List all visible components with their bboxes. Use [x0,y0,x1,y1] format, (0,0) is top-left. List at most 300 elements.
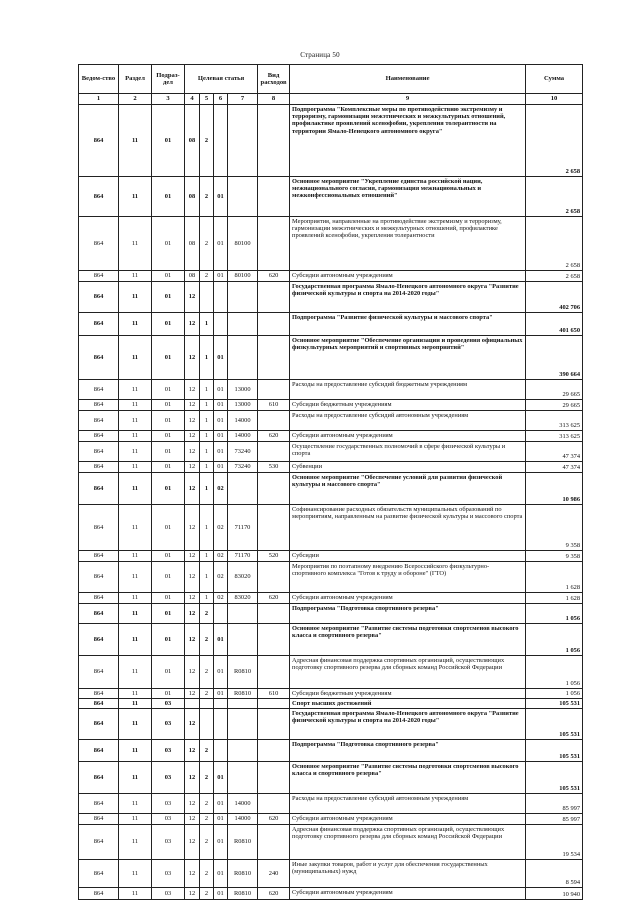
cell-vedomstvo: 864 [79,400,119,411]
cell-razdel: 11 [119,105,152,177]
cell-summa: 402 706 [526,282,583,313]
cell-razdel: 11 [119,624,152,656]
cell-celevaya-2: 2 [200,860,214,888]
cell-summa: 401 650 [526,313,583,336]
cell-celevaya-3: 01 [214,271,228,282]
cell-vid-rashodov [258,411,290,431]
cell-summa: 1 628 [526,562,583,593]
cell-podrazdel: 01 [152,551,185,562]
cell-podrazdel: 03 [152,814,185,825]
cell-summa: 2 658 [526,177,583,217]
table-row [79,604,583,624]
cell-celevaya-1: 12 [185,282,200,313]
cell-celevaya-4 [228,336,258,380]
cell-vid-rashodov: 620 [258,814,290,825]
table-row [79,442,583,462]
cell-celevaya-4: 83020 [228,562,258,593]
table-row [79,473,583,505]
cell-celevaya-4: 73240 [228,442,258,462]
cell-razdel: 11 [119,740,152,762]
cell-naimenovanie: Основное мероприятие "Развитие системы подготовки спортсменов высокого класса и спортивного резерва" [290,762,526,794]
cell-celevaya-3: 02 [214,551,228,562]
cell-vedomstvo: 864 [79,624,119,656]
cell-naimenovanie: Иные закупки товаров, работ и услуг для обеспечения государственных (муниципальных) нужд [290,860,526,888]
cell-vid-rashodov: 620 [258,593,290,604]
cell-celevaya-3: 01 [214,336,228,380]
cell-celevaya-2: 1 [200,562,214,593]
cell-vedomstvo: 864 [79,313,119,336]
cell-razdel: 11 [119,411,152,431]
cell-summa: 1 056 [526,689,583,699]
cell-celevaya-3 [214,105,228,177]
cell-podrazdel: 03 [152,825,185,860]
cell-summa: 105 531 [526,740,583,762]
table-row [79,794,583,814]
cell-celevaya-3: 02 [214,593,228,604]
cell-celevaya-3: 01 [214,624,228,656]
cell-razdel: 11 [119,380,152,400]
cell-celevaya-3: 01 [214,656,228,689]
cell-celevaya-4: 14000 [228,814,258,825]
cell-celevaya-4: 71170 [228,505,258,551]
table-row [79,762,583,794]
cell-celevaya-3 [214,699,228,709]
cell-razdel: 11 [119,699,152,709]
cell-razdel: 11 [119,400,152,411]
cell-celevaya-1: 12 [185,825,200,860]
cell-podrazdel: 03 [152,794,185,814]
table-row [79,411,583,431]
cell-vid-rashodov: 620 [258,888,290,900]
cell-celevaya-4: R0810 [228,825,258,860]
cell-naimenovanie: Адресная финансовая поддержка спортивных организаций, осуществляющих подготовку спортивного резерва для сборных команд Российской Федерации [290,825,526,860]
header-summa: Сумма [526,65,583,94]
cell-naimenovanie: Софинансирование расходных обязательств муниципальных образований по мероприятиям, направленным на развитие физической культуры и массового спорта [290,505,526,551]
cell-celevaya-2: 1 [200,442,214,462]
cell-vid-rashodov [258,336,290,380]
cell-summa: 19 534 [526,825,583,860]
cell-podrazdel: 01 [152,105,185,177]
cell-celevaya-2 [200,709,214,740]
cell-podrazdel: 03 [152,740,185,762]
cell-celevaya-3 [214,709,228,740]
cell-celevaya-2: 2 [200,105,214,177]
cell-celevaya-4 [228,313,258,336]
cell-celevaya-3: 01 [214,400,228,411]
cell-celevaya-2: 2 [200,604,214,624]
cell-vedomstvo: 864 [79,473,119,505]
cell-celevaya-1: 08 [185,217,200,271]
cell-razdel: 11 [119,593,152,604]
cell-celevaya-1: 12 [185,551,200,562]
cell-podrazdel: 01 [152,411,185,431]
table-row [79,699,583,709]
budget-table [78,64,583,900]
cell-summa: 10 986 [526,473,583,505]
column-number-row [79,94,583,105]
cell-vedomstvo: 864 [79,593,119,604]
cell-celevaya-4: 14000 [228,794,258,814]
table-row [79,689,583,699]
table-row [79,825,583,860]
cell-celevaya-2: 1 [200,411,214,431]
table-row [79,462,583,473]
table-row [79,400,583,411]
cell-celevaya-3: 02 [214,505,228,551]
cell-celevaya-4 [228,473,258,505]
header-celevaya-statya: Целевая статья [185,65,258,94]
cell-naimenovanie: Адресная финансовая поддержка спортивных организаций, осуществляющих подготовку спортивного резерва для сборных команд Российской Федерации [290,656,526,689]
cell-podrazdel: 01 [152,380,185,400]
cell-celevaya-3 [214,282,228,313]
cell-naimenovanie: Субсидии автономным учреждениям [290,431,526,442]
cell-celevaya-3 [214,740,228,762]
header-podrazdel: Подраз-дел [152,65,185,94]
cell-celevaya-4 [228,624,258,656]
cell-naimenovanie: Подпрограмма "Развитие физической культуры и массового спорта" [290,313,526,336]
cell-razdel: 11 [119,794,152,814]
cell-vedomstvo: 864 [79,551,119,562]
column-number: 9 [290,94,526,105]
cell-vedomstvo: 864 [79,462,119,473]
cell-vid-rashodov [258,794,290,814]
cell-celevaya-3: 01 [214,442,228,462]
cell-naimenovanie: Субсидии бюджетным учреждениям [290,689,526,699]
cell-podrazdel: 01 [152,604,185,624]
cell-podrazdel: 03 [152,762,185,794]
table-row [79,860,583,888]
cell-celevaya-2: 1 [200,473,214,505]
cell-naimenovanie: Подпрограмма "Подготовка спортивного резерва" [290,740,526,762]
cell-summa: 1 628 [526,593,583,604]
cell-celevaya-3: 01 [214,177,228,217]
cell-razdel: 11 [119,217,152,271]
cell-naimenovanie: Мероприятия по поэтапному внедрению Всероссийского физкультурно-спортивного комплекса "Готов к труду и обороне" (ГТО) [290,562,526,593]
header-razdel: Раздел [119,65,152,94]
cell-podrazdel: 01 [152,442,185,462]
cell-podrazdel: 03 [152,709,185,740]
cell-summa: 85 997 [526,794,583,814]
cell-vedomstvo: 864 [79,282,119,313]
column-number: 7 [228,94,258,105]
table-row [79,431,583,442]
cell-vedomstvo: 864 [79,336,119,380]
cell-celevaya-4 [228,282,258,313]
header-vedomstvo: Ведом-ство [79,65,119,94]
table-row [79,177,583,217]
cell-vid-rashodov [258,709,290,740]
cell-celevaya-1: 12 [185,740,200,762]
cell-vedomstvo: 864 [79,271,119,282]
cell-vedomstvo: 864 [79,177,119,217]
cell-celevaya-1: 12 [185,313,200,336]
cell-vedomstvo: 864 [79,562,119,593]
cell-razdel: 11 [119,282,152,313]
cell-naimenovanie: Расходы на предоставление субсидий бюджетным учреждениям [290,380,526,400]
cell-summa: 105 531 [526,699,583,709]
cell-celevaya-2: 1 [200,313,214,336]
cell-razdel: 11 [119,762,152,794]
cell-celevaya-4 [228,740,258,762]
cell-naimenovanie: Субвенции [290,462,526,473]
column-number: 1 [79,94,119,105]
table-row [79,217,583,271]
cell-naimenovanie: Подпрограмма "Подготовка спортивного резерва" [290,604,526,624]
cell-celevaya-4: 80100 [228,217,258,271]
cell-celevaya-2: 1 [200,551,214,562]
cell-summa: 105 531 [526,709,583,740]
cell-podrazdel: 01 [152,336,185,380]
cell-vid-rashodov [258,699,290,709]
cell-celevaya-1: 12 [185,462,200,473]
cell-celevaya-2: 2 [200,814,214,825]
cell-vid-rashodov [258,217,290,271]
cell-celevaya-1: 12 [185,860,200,888]
cell-vedomstvo: 864 [79,217,119,271]
cell-podrazdel: 01 [152,624,185,656]
cell-celevaya-3: 01 [214,825,228,860]
cell-celevaya-4: 13000 [228,400,258,411]
cell-celevaya-4: R0810 [228,656,258,689]
table-row [79,336,583,380]
cell-celevaya-3: 02 [214,562,228,593]
cell-vid-rashodov [258,177,290,217]
cell-celevaya-1: 12 [185,431,200,442]
cell-podrazdel: 01 [152,313,185,336]
cell-celevaya-1: 12 [185,411,200,431]
cell-celevaya-4 [228,699,258,709]
cell-celevaya-1: 12 [185,380,200,400]
cell-vedomstvo: 864 [79,699,119,709]
cell-summa: 2 658 [526,217,583,271]
cell-celevaya-2: 2 [200,177,214,217]
cell-podrazdel: 01 [152,282,185,313]
cell-summa: 2 658 [526,271,583,282]
cell-razdel: 11 [119,860,152,888]
cell-vid-rashodov [258,825,290,860]
cell-razdel: 11 [119,177,152,217]
cell-razdel: 11 [119,604,152,624]
cell-summa: 47 374 [526,442,583,462]
cell-summa: 390 664 [526,336,583,380]
cell-celevaya-1: 12 [185,794,200,814]
cell-celevaya-2: 1 [200,400,214,411]
cell-celevaya-4: R0810 [228,888,258,900]
cell-naimenovanie: Мероприятия, направленные на противодействие экстремизму и терроризму, гармонизации межэтнических и межкультурных отношений, профилактике проявлений ксенофобии, укрепления толерантности [290,217,526,271]
cell-naimenovanie: Государственная программа Ямало-Ненецкого автономного округа "Развитие физической культуры и спорта на 2014-2020 годы" [290,709,526,740]
cell-celevaya-2: 2 [200,217,214,271]
cell-celevaya-3: 01 [214,814,228,825]
cell-razdel: 11 [119,462,152,473]
cell-vid-rashodov: 620 [258,271,290,282]
cell-celevaya-2: 2 [200,740,214,762]
cell-vid-rashodov: 610 [258,689,290,699]
cell-celevaya-2: 2 [200,762,214,794]
cell-celevaya-2: 1 [200,380,214,400]
cell-vedomstvo: 864 [79,814,119,825]
cell-celevaya-4 [228,762,258,794]
cell-vedomstvo: 864 [79,604,119,624]
column-number: 2 [119,94,152,105]
cell-summa: 10 940 [526,888,583,900]
page-number: Страница 50 [300,51,340,59]
cell-vedomstvo: 864 [79,740,119,762]
cell-naimenovanie: Государственная программа Ямало-Ненецкого автономного округа "Развитие физической культуры и спорта на 2014-2020 годы" [290,282,526,313]
cell-vedomstvo: 864 [79,825,119,860]
cell-naimenovanie: Субсидии автономным учреждениям [290,814,526,825]
cell-vedomstvo: 864 [79,689,119,699]
cell-vedomstvo: 864 [79,794,119,814]
column-number: 10 [526,94,583,105]
cell-celevaya-2: 1 [200,431,214,442]
table-row [79,593,583,604]
cell-celevaya-3: 01 [214,860,228,888]
cell-celevaya-3: 02 [214,473,228,505]
table-row [79,313,583,336]
cell-podrazdel: 03 [152,888,185,900]
cell-celevaya-4 [228,177,258,217]
cell-podrazdel: 03 [152,699,185,709]
cell-celevaya-3: 01 [214,462,228,473]
cell-celevaya-1: 12 [185,656,200,689]
cell-celevaya-1: 08 [185,177,200,217]
cell-celevaya-4: 80100 [228,271,258,282]
cell-celevaya-1: 12 [185,400,200,411]
cell-vedomstvo: 864 [79,505,119,551]
column-number: 8 [258,94,290,105]
header-row [79,65,583,94]
cell-summa: 47 374 [526,462,583,473]
cell-podrazdel: 01 [152,505,185,551]
cell-celevaya-4 [228,105,258,177]
header-naimenovanie: Наименование [290,65,526,94]
cell-vid-rashodov: 620 [258,431,290,442]
cell-podrazdel: 01 [152,217,185,271]
cell-vid-rashodov [258,762,290,794]
cell-celevaya-3: 01 [214,888,228,900]
table-row [79,656,583,689]
table-row [79,562,583,593]
cell-celevaya-3: 01 [214,794,228,814]
cell-podrazdel: 03 [152,860,185,888]
cell-vid-rashodov: 240 [258,860,290,888]
cell-podrazdel: 01 [152,656,185,689]
cell-vid-rashodov: 610 [258,400,290,411]
cell-naimenovanie: Спорт высших достижений [290,699,526,709]
cell-celevaya-2: 1 [200,593,214,604]
cell-celevaya-2 [200,699,214,709]
cell-naimenovanie: Субсидии автономным учреждениям [290,593,526,604]
cell-razdel: 11 [119,313,152,336]
table-row [79,271,583,282]
cell-celevaya-3: 01 [214,380,228,400]
cell-razdel: 11 [119,442,152,462]
cell-celevaya-1: 12 [185,593,200,604]
cell-celevaya-1: 12 [185,505,200,551]
cell-podrazdel: 01 [152,689,185,699]
cell-vedomstvo: 864 [79,888,119,900]
cell-naimenovanie: Субсидии автономным учреждениям [290,271,526,282]
cell-celevaya-2: 2 [200,794,214,814]
cell-vedomstvo: 864 [79,442,119,462]
cell-celevaya-4: 14000 [228,411,258,431]
cell-naimenovanie: Субсидии [290,551,526,562]
cell-razdel: 11 [119,814,152,825]
cell-vid-rashodov [258,380,290,400]
table-row [79,380,583,400]
cell-naimenovanie: Подпрограмма "Комплексные меры по противодействию экстремизму и терроризму, гармонизации межэтнических и межкультурных отношений, профилактике проявлений ксенофобии, укрепления толерантности на территории Ямало-Ненецкого автономного округа" [290,105,526,177]
cell-summa: 9 358 [526,505,583,551]
cell-celevaya-4: 14000 [228,431,258,442]
cell-vid-rashodov [258,505,290,551]
cell-naimenovanie: Расходы на предоставление субсидий автономным учреждениям [290,411,526,431]
cell-summa: 29 665 [526,400,583,411]
cell-celevaya-1: 08 [185,105,200,177]
cell-naimenovanie: Основное мероприятие "Укрепление единства российской нации, межнационального согласия, гармонизация межнациональных и межконфессиональных отношений" [290,177,526,217]
cell-celevaya-1: 12 [185,336,200,380]
cell-celevaya-2: 2 [200,888,214,900]
cell-podrazdel: 01 [152,400,185,411]
table-row [79,105,583,177]
cell-razdel: 11 [119,709,152,740]
cell-podrazdel: 01 [152,593,185,604]
cell-razdel: 11 [119,825,152,860]
cell-razdel: 11 [119,562,152,593]
cell-vedomstvo: 864 [79,411,119,431]
cell-naimenovanie: Субсидии автономным учреждениям [290,888,526,900]
cell-celevaya-3 [214,313,228,336]
cell-summa: 9 358 [526,551,583,562]
cell-vedomstvo: 864 [79,380,119,400]
cell-podrazdel: 01 [152,431,185,442]
cell-summa: 105 531 [526,762,583,794]
cell-celevaya-4 [228,604,258,624]
column-number: 4 [185,94,200,105]
cell-celevaya-2 [200,282,214,313]
cell-podrazdel: 01 [152,271,185,282]
cell-celevaya-2: 2 [200,656,214,689]
cell-vedomstvo: 864 [79,656,119,689]
table-row [79,740,583,762]
cell-vid-rashodov [258,562,290,593]
cell-celevaya-2: 1 [200,505,214,551]
cell-naimenovanie: Осуществление государственных полномочий в сфере физической культуры и спорта [290,442,526,462]
cell-celevaya-1: 12 [185,604,200,624]
cell-razdel: 11 [119,505,152,551]
cell-vid-rashodov [258,313,290,336]
cell-celevaya-3: 01 [214,431,228,442]
cell-naimenovanie: Расходы на предоставление субсидий автономным учреждениям [290,794,526,814]
cell-podrazdel: 01 [152,177,185,217]
cell-naimenovanie: Основное мероприятие "Обеспечение условий для развития физической культуры и массового спорта" [290,473,526,505]
cell-celevaya-1: 12 [185,473,200,505]
cell-naimenovanie: Субсидии бюджетным учреждениям [290,400,526,411]
cell-vid-rashodov [258,604,290,624]
cell-razdel: 11 [119,656,152,689]
column-number: 6 [214,94,228,105]
cell-naimenovanie: Основное мероприятие "Развитие системы подготовки спортсменов высокого класса и спортивного резерва" [290,624,526,656]
header-vid-rashodov: Вид расходов [258,65,290,94]
cell-summa: 29 665 [526,380,583,400]
table-row [79,282,583,313]
cell-summa: 2 658 [526,105,583,177]
cell-summa: 1 056 [526,624,583,656]
cell-celevaya-2: 2 [200,825,214,860]
cell-summa: 1 056 [526,604,583,624]
cell-vedomstvo: 864 [79,431,119,442]
cell-celevaya-1: 12 [185,624,200,656]
cell-razdel: 11 [119,431,152,442]
